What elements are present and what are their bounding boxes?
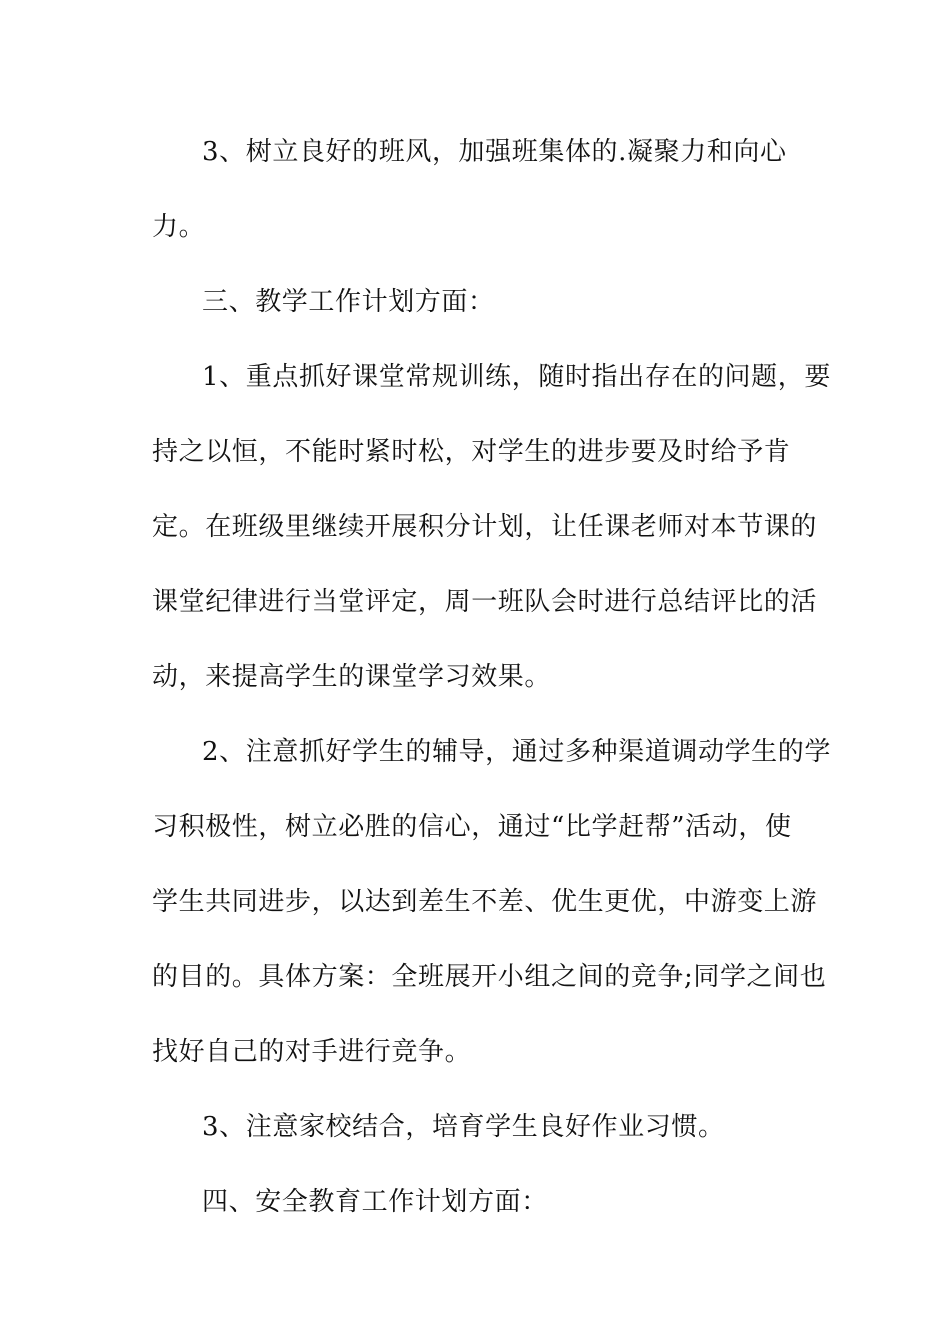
section-heading-teaching: 三、教学工作计划方面： <box>202 287 495 317</box>
text-line-item3-part2: 力。 <box>152 212 206 242</box>
text-line-teaching-3: 3、注意家校结合，培育学生良好作业习惯。 <box>202 1112 725 1142</box>
text-line-teaching-1-part1: 1、重点抓好课堂常规训练，随时指出存在的问题，要 <box>202 362 831 392</box>
text-line-teaching-1-part4: 课堂纪律进行当堂评定，周一班队会时进行总结评比的活 <box>152 587 818 617</box>
text-line-teaching-2-part2: 习积极性，树立必胜的信心，通过“比学赶帮”活动，使 <box>152 812 792 842</box>
text-line-teaching-1-part3: 定。在班级里继续开展积分计划，让任课老师对本节课的 <box>152 512 818 542</box>
section-heading-safety: 四、安全教育工作计划方面： <box>202 1187 548 1217</box>
text-line-teaching-2-part1: 2、注意抓好学生的辅导，通过多种渠道调动学生的学 <box>202 737 831 767</box>
text-line-teaching-2-part5: 找好自己的对手进行竞争。 <box>152 1037 472 1067</box>
text-line-item3-part1: 3、树立良好的班风，加强班集体的.凝聚力和向心 <box>202 137 787 167</box>
text-line-teaching-2-part3: 学生共同进步，以达到差生不差、优生更优，中游变上游 <box>152 887 818 917</box>
text-line-teaching-2-part4: 的目的。具体方案：全班展开小组之间的竞争;同学之间也 <box>152 962 827 992</box>
text-line-teaching-1-part5: 动，来提高学生的课堂学习效果。 <box>152 662 552 692</box>
text-line-teaching-1-part2: 持之以恒，不能时紧时松，对学生的进步要及时给予肯 <box>152 437 791 467</box>
